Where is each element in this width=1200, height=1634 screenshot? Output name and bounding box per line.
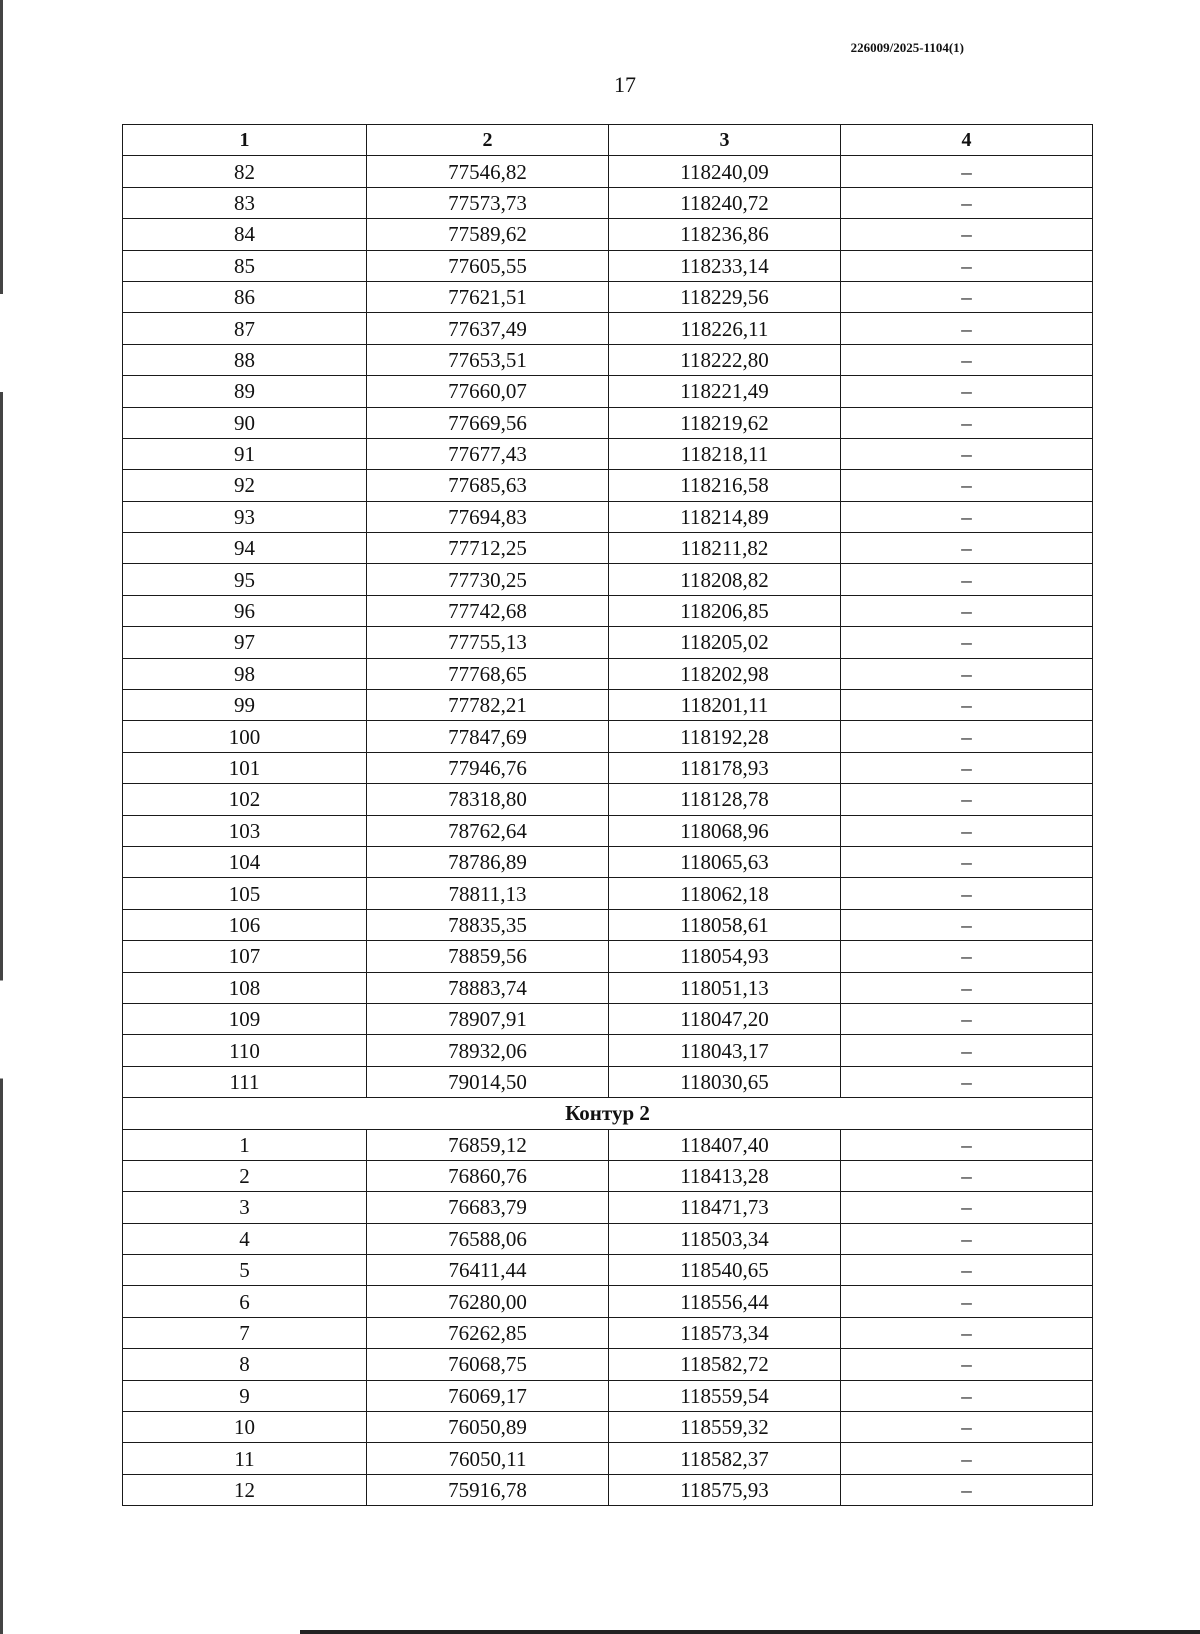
- x-coordinate-cell: 76411,44: [367, 1255, 609, 1286]
- x-coordinate-cell: 77712,25: [367, 533, 609, 564]
- note-cell: –: [841, 564, 1093, 595]
- note-cell: –: [841, 658, 1093, 689]
- note-cell: –: [841, 1160, 1093, 1191]
- note-cell: –: [841, 690, 1093, 721]
- table-row: [123, 909, 1093, 940]
- table-row: [123, 1412, 1093, 1443]
- y-coordinate-cell: 118229,56: [609, 281, 841, 312]
- x-coordinate-cell: 78811,13: [367, 878, 609, 909]
- point-number-cell: 111: [123, 1066, 367, 1097]
- x-coordinate-cell: 76069,17: [367, 1380, 609, 1411]
- note-cell: –: [841, 1412, 1093, 1443]
- table-row: [123, 1129, 1093, 1160]
- point-number-cell: 90: [123, 407, 367, 438]
- note-cell: –: [841, 1192, 1093, 1223]
- note-cell: –: [841, 156, 1093, 187]
- point-number-cell: 82: [123, 156, 367, 187]
- point-number-cell: 4: [123, 1223, 367, 1254]
- note-cell: –: [841, 1474, 1093, 1505]
- x-coordinate-cell: 78907,91: [367, 1003, 609, 1034]
- y-coordinate-cell: 118218,11: [609, 438, 841, 469]
- table-row: [123, 313, 1093, 344]
- note-cell: –: [841, 627, 1093, 658]
- x-coordinate-cell: 77742,68: [367, 595, 609, 626]
- note-cell: –: [841, 1255, 1093, 1286]
- point-number-cell: 100: [123, 721, 367, 752]
- table-row: [123, 752, 1093, 783]
- note-cell: –: [841, 1223, 1093, 1254]
- section-1-rows: [123, 156, 1093, 1098]
- y-coordinate-cell: 118208,82: [609, 564, 841, 595]
- y-coordinate-cell: 118240,09: [609, 156, 841, 187]
- y-coordinate-cell: 118413,28: [609, 1160, 841, 1191]
- table-row: [123, 1003, 1093, 1034]
- coordinates-table: [122, 124, 1093, 1506]
- point-number-cell: 12: [123, 1474, 367, 1505]
- table-row: [123, 407, 1093, 438]
- point-number-cell: 108: [123, 972, 367, 1003]
- note-cell: –: [841, 281, 1093, 312]
- point-number-cell: 3: [123, 1192, 367, 1223]
- y-coordinate-cell: 118043,17: [609, 1035, 841, 1066]
- x-coordinate-cell: 76280,00: [367, 1286, 609, 1317]
- note-cell: –: [841, 1035, 1093, 1066]
- table-row: [123, 1474, 1093, 1505]
- x-coordinate-cell: 78835,35: [367, 909, 609, 940]
- table-row: [123, 1286, 1093, 1317]
- table-row: [123, 690, 1093, 721]
- column-header: 3: [609, 125, 841, 156]
- column-header: 1: [123, 125, 367, 156]
- table-row: [123, 344, 1093, 375]
- point-number-cell: 103: [123, 815, 367, 846]
- point-number-cell: 86: [123, 281, 367, 312]
- note-cell: –: [841, 187, 1093, 218]
- point-number-cell: 95: [123, 564, 367, 595]
- point-number-cell: 5: [123, 1255, 367, 1286]
- y-coordinate-cell: 118540,65: [609, 1255, 841, 1286]
- x-coordinate-cell: 77589,62: [367, 219, 609, 250]
- point-number-cell: 7: [123, 1317, 367, 1348]
- y-coordinate-cell: 118240,72: [609, 187, 841, 218]
- x-coordinate-cell: 77660,07: [367, 376, 609, 407]
- point-number-cell: 92: [123, 470, 367, 501]
- note-cell: –: [841, 878, 1093, 909]
- x-coordinate-cell: 77768,65: [367, 658, 609, 689]
- point-number-cell: 99: [123, 690, 367, 721]
- y-coordinate-cell: 118503,34: [609, 1223, 841, 1254]
- point-number-cell: 94: [123, 533, 367, 564]
- note-cell: –: [841, 972, 1093, 1003]
- y-coordinate-cell: 118575,93: [609, 1474, 841, 1505]
- point-number-cell: 93: [123, 501, 367, 532]
- y-coordinate-cell: 118236,86: [609, 219, 841, 250]
- note-cell: –: [841, 376, 1093, 407]
- y-coordinate-cell: 118128,78: [609, 784, 841, 815]
- table-row: [123, 972, 1093, 1003]
- section-title-row: [123, 1098, 1093, 1129]
- y-coordinate-cell: 118054,93: [609, 941, 841, 972]
- y-coordinate-cell: 118202,98: [609, 658, 841, 689]
- y-coordinate-cell: 118226,11: [609, 313, 841, 344]
- table-row: [123, 784, 1093, 815]
- x-coordinate-cell: 76050,89: [367, 1412, 609, 1443]
- table-row: [123, 438, 1093, 469]
- point-number-cell: 89: [123, 376, 367, 407]
- point-number-cell: 98: [123, 658, 367, 689]
- table-row: [123, 721, 1093, 752]
- point-number-cell: 87: [123, 313, 367, 344]
- y-coordinate-cell: 118407,40: [609, 1129, 841, 1160]
- note-cell: –: [841, 219, 1093, 250]
- point-number-cell: 104: [123, 846, 367, 877]
- point-number-cell: 96: [123, 595, 367, 626]
- x-coordinate-cell: 79014,50: [367, 1066, 609, 1097]
- table-row: [123, 658, 1093, 689]
- table-row: [123, 627, 1093, 658]
- table-row: [123, 470, 1093, 501]
- point-number-cell: 1: [123, 1129, 367, 1160]
- x-coordinate-cell: 76860,76: [367, 1160, 609, 1191]
- note-cell: –: [841, 909, 1093, 940]
- x-coordinate-cell: 78859,56: [367, 941, 609, 972]
- table-row: [123, 1066, 1093, 1097]
- table-row: [123, 1160, 1093, 1191]
- point-number-cell: 88: [123, 344, 367, 375]
- y-coordinate-cell: 118219,62: [609, 407, 841, 438]
- x-coordinate-cell: 77694,83: [367, 501, 609, 532]
- table-row: [123, 250, 1093, 281]
- y-coordinate-cell: 118214,89: [609, 501, 841, 532]
- table-row: [123, 1349, 1093, 1380]
- x-coordinate-cell: 78932,06: [367, 1035, 609, 1066]
- y-coordinate-cell: 118233,14: [609, 250, 841, 281]
- x-coordinate-cell: 77621,51: [367, 281, 609, 312]
- x-coordinate-cell: 77669,56: [367, 407, 609, 438]
- note-cell: –: [841, 846, 1093, 877]
- y-coordinate-cell: 118222,80: [609, 344, 841, 375]
- point-number-cell: 83: [123, 187, 367, 218]
- table-row: [123, 941, 1093, 972]
- table-row: [123, 815, 1093, 846]
- note-cell: –: [841, 407, 1093, 438]
- x-coordinate-cell: 77677,43: [367, 438, 609, 469]
- x-coordinate-cell: 77546,82: [367, 156, 609, 187]
- table-row: [123, 219, 1093, 250]
- x-coordinate-cell: 77730,25: [367, 564, 609, 595]
- note-cell: –: [841, 784, 1093, 815]
- document-number: 226009/2025-1104(1): [850, 40, 964, 55]
- x-coordinate-cell: 77637,49: [367, 313, 609, 344]
- y-coordinate-cell: 118573,34: [609, 1317, 841, 1348]
- point-number-cell: 2: [123, 1160, 367, 1191]
- y-coordinate-cell: 118178,93: [609, 752, 841, 783]
- note-cell: –: [841, 721, 1093, 752]
- table-row: [123, 1255, 1093, 1286]
- x-coordinate-cell: 76262,85: [367, 1317, 609, 1348]
- x-coordinate-cell: 77605,55: [367, 250, 609, 281]
- point-number-cell: 84: [123, 219, 367, 250]
- point-number-cell: 97: [123, 627, 367, 658]
- y-coordinate-cell: 118030,65: [609, 1066, 841, 1097]
- table-row: [123, 1192, 1093, 1223]
- note-cell: –: [841, 1380, 1093, 1411]
- table-row: [123, 1317, 1093, 1348]
- column-header: 2: [367, 125, 609, 156]
- x-coordinate-cell: 77573,73: [367, 187, 609, 218]
- table-header-row: [123, 125, 1093, 156]
- table-row: [123, 1035, 1093, 1066]
- y-coordinate-cell: 118205,02: [609, 627, 841, 658]
- section-2-heading: [123, 1098, 1093, 1129]
- point-number-cell: 11: [123, 1443, 367, 1474]
- y-coordinate-cell: 118216,58: [609, 470, 841, 501]
- note-cell: –: [841, 595, 1093, 626]
- x-coordinate-cell: 78883,74: [367, 972, 609, 1003]
- x-coordinate-cell: 76068,75: [367, 1349, 609, 1380]
- x-coordinate-cell: 76683,79: [367, 1192, 609, 1223]
- x-coordinate-cell: 78762,64: [367, 815, 609, 846]
- note-cell: –: [841, 313, 1093, 344]
- section-2-rows: [123, 1129, 1093, 1506]
- x-coordinate-cell: 78786,89: [367, 846, 609, 877]
- table-row: [123, 281, 1093, 312]
- point-number-cell: 6: [123, 1286, 367, 1317]
- table-row: [123, 1380, 1093, 1411]
- x-coordinate-cell: 78318,80: [367, 784, 609, 815]
- y-coordinate-cell: 118559,32: [609, 1412, 841, 1443]
- point-number-cell: 105: [123, 878, 367, 909]
- point-number-cell: 85: [123, 250, 367, 281]
- note-cell: –: [841, 941, 1093, 972]
- point-number-cell: 110: [123, 1035, 367, 1066]
- table-row: [123, 376, 1093, 407]
- point-number-cell: 9: [123, 1380, 367, 1411]
- point-number-cell: 109: [123, 1003, 367, 1034]
- x-coordinate-cell: 76050,11: [367, 1443, 609, 1474]
- y-coordinate-cell: 118068,96: [609, 815, 841, 846]
- x-coordinate-cell: 77685,63: [367, 470, 609, 501]
- point-number-cell: 8: [123, 1349, 367, 1380]
- x-coordinate-cell: 77946,76: [367, 752, 609, 783]
- point-number-cell: 107: [123, 941, 367, 972]
- page-number: 17: [614, 72, 636, 97]
- y-coordinate-cell: 118582,37: [609, 1443, 841, 1474]
- x-coordinate-cell: 76859,12: [367, 1129, 609, 1160]
- note-cell: –: [841, 501, 1093, 532]
- y-coordinate-cell: 118559,54: [609, 1380, 841, 1411]
- table-row: [123, 846, 1093, 877]
- y-coordinate-cell: 118051,13: [609, 972, 841, 1003]
- note-cell: –: [841, 250, 1093, 281]
- y-coordinate-cell: 118047,20: [609, 1003, 841, 1034]
- y-coordinate-cell: 118201,11: [609, 690, 841, 721]
- note-cell: –: [841, 1003, 1093, 1034]
- table-row: [123, 187, 1093, 218]
- scan-left-edge: [0, 0, 3, 1634]
- y-coordinate-cell: 118556,44: [609, 1286, 841, 1317]
- note-cell: –: [841, 533, 1093, 564]
- note-cell: –: [841, 1349, 1093, 1380]
- point-number-cell: 10: [123, 1412, 367, 1443]
- y-coordinate-cell: 118062,18: [609, 878, 841, 909]
- table-row: [123, 156, 1093, 187]
- note-cell: –: [841, 1443, 1093, 1474]
- x-coordinate-cell: 75916,78: [367, 1474, 609, 1505]
- note-cell: –: [841, 1066, 1093, 1097]
- point-number-cell: 102: [123, 784, 367, 815]
- point-number-cell: 91: [123, 438, 367, 469]
- note-cell: –: [841, 438, 1093, 469]
- y-coordinate-cell: 118192,28: [609, 721, 841, 752]
- scan-bottom-rule: [300, 1630, 1200, 1634]
- y-coordinate-cell: 118058,61: [609, 909, 841, 940]
- note-cell: –: [841, 752, 1093, 783]
- table-row: [123, 1223, 1093, 1254]
- table-row: [123, 595, 1093, 626]
- section-title: Контур 2: [123, 1098, 1093, 1129]
- column-header: 4: [841, 125, 1093, 156]
- note-cell: –: [841, 470, 1093, 501]
- note-cell: –: [841, 344, 1093, 375]
- point-number-cell: 106: [123, 909, 367, 940]
- x-coordinate-cell: 77782,21: [367, 690, 609, 721]
- note-cell: –: [841, 1286, 1093, 1317]
- note-cell: –: [841, 1317, 1093, 1348]
- x-coordinate-cell: 77847,69: [367, 721, 609, 752]
- table-row: [123, 533, 1093, 564]
- table-row: [123, 564, 1093, 595]
- y-coordinate-cell: 118471,73: [609, 1192, 841, 1223]
- note-cell: –: [841, 1129, 1093, 1160]
- y-coordinate-cell: 118206,85: [609, 595, 841, 626]
- y-coordinate-cell: 118065,63: [609, 846, 841, 877]
- y-coordinate-cell: 118211,82: [609, 533, 841, 564]
- x-coordinate-cell: 77653,51: [367, 344, 609, 375]
- table-row: [123, 501, 1093, 532]
- y-coordinate-cell: 118221,49: [609, 376, 841, 407]
- x-coordinate-cell: 76588,06: [367, 1223, 609, 1254]
- table-row: [123, 1443, 1093, 1474]
- point-number-cell: 101: [123, 752, 367, 783]
- y-coordinate-cell: 118582,72: [609, 1349, 841, 1380]
- note-cell: –: [841, 815, 1093, 846]
- x-coordinate-cell: 77755,13: [367, 627, 609, 658]
- table-row: [123, 878, 1093, 909]
